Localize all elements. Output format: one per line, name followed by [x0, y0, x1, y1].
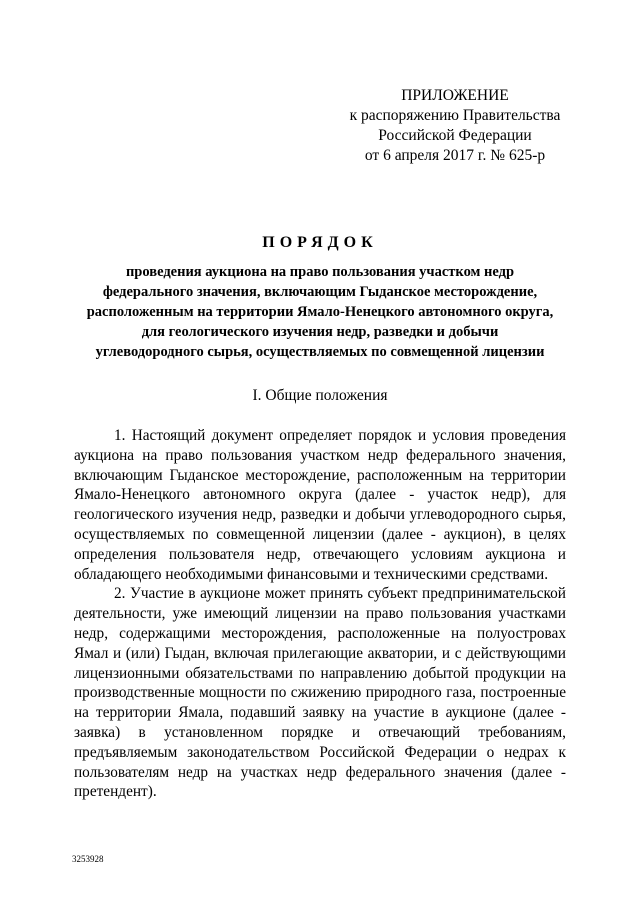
document-subtitle	[60, 262, 580, 362]
subtitle-line: федерального значения, включающим Гыданское месторождение,	[102, 284, 538, 300]
appendix-ref-line: Российской Федерации	[378, 127, 532, 144]
subtitle-line: проведения аукциона на право пользования участком недр	[125, 264, 515, 280]
appendix-ref-line: к распоряжению Правительства	[349, 107, 561, 124]
appendix-block	[330, 86, 580, 166]
section-heading: I. Общие положения	[252, 387, 388, 404]
subtitle-line: расположенным на территории Ямало-Ненецкого автономного округа,	[86, 304, 554, 320]
document-number: 3253928	[72, 854, 104, 864]
subtitle-line: углеводородного сырья, осуществляемых по совмещенной лицензии	[95, 344, 545, 360]
appendix-label: ПРИЛОЖЕНИЕ	[401, 87, 509, 104]
subtitle-line: для геологического изучения недр, разведки и добычи	[141, 324, 499, 340]
appendix-date-number: от 6 апреля 2017 г. № 625-р	[364, 147, 546, 164]
paragraph-2: 2. Участие в аукционе может принять субъект предпринимательской деятельности, уже имеющий лицензии на право пользования участками недр, содержащими месторождения, расположенные на полуостровах Ямал и (или) Гыдан, включая прилегающие акватории, и с действующими лицензионными обязательствами по направлению добытой продукции на производственные мощности по сжижению природного газа, построенные на территории Ямала, подавший заявку на участие в аукционе (далее - заявка) в установленном порядке и отвечающий требованиям, предъявляемым законодательством Российской Федерации о недрах к пользователям недр на участках недр федерального значения (далее - претендент).	[74, 585, 566, 801]
document-title: ПОРЯДОК	[262, 234, 378, 251]
document-body	[74, 426, 566, 802]
paragraph-1: 1. Настоящий документ определяет порядок и условия проведения аукциона на право пользования участком недр федерального значения, включающим Гыданское месторождение, расположенным на территории Ямало-Ненецкого автономного округа (далее - участок недр), для геологического изучения недр, разведки и добычи углеводородного сырья, осуществляемых по совмещенной лицензии (далее - аукцион), в целях определения пользователя недр, отвечающего условиям аукциона и обладающего необходимыми финансовыми и техническими средствами.	[74, 427, 566, 583]
